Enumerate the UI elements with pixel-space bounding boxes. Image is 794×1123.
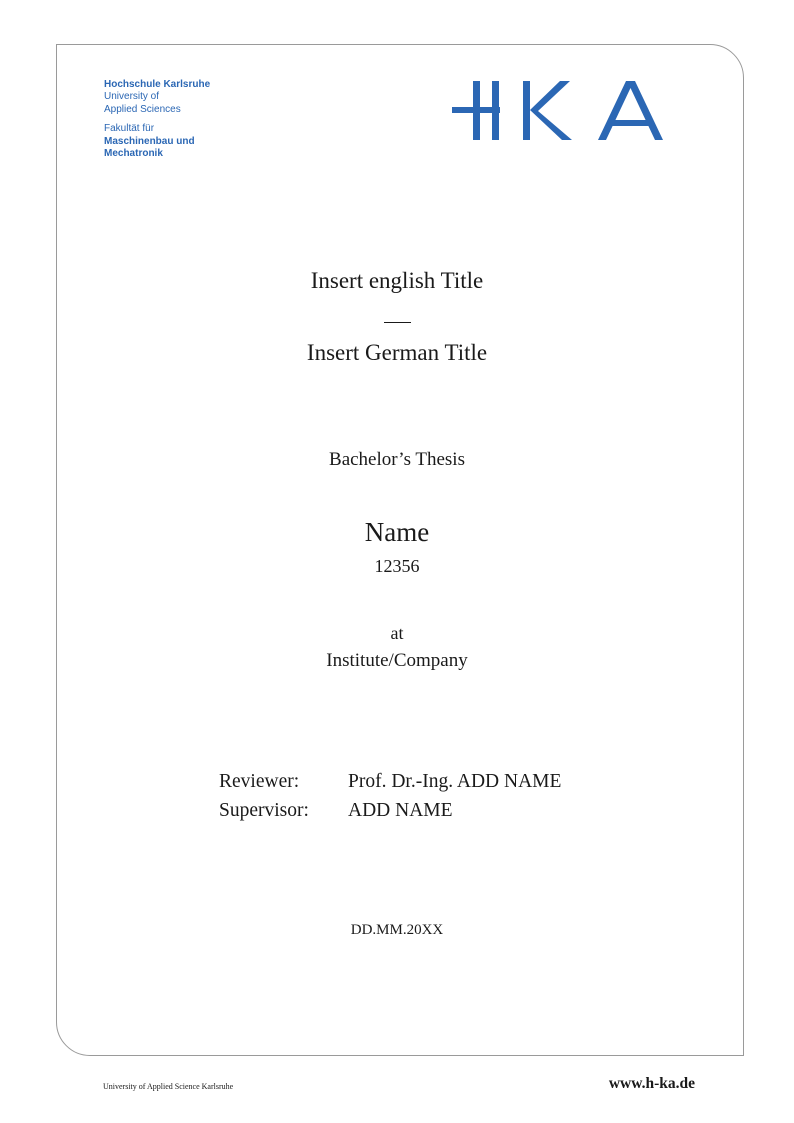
supervisor-row <box>219 800 453 822</box>
faculty-label: Fakultät für <box>104 123 155 135</box>
institution-name-en-line1: University of <box>104 91 160 103</box>
faculty-line1: Maschinenbau und <box>104 135 195 147</box>
institution-name-en-line2: Applied Sciences <box>104 103 181 115</box>
footer-university: University of Applied Science Karlsruhe <box>103 1082 234 1091</box>
institute-company: Institute/Company <box>326 650 468 671</box>
reviewer-name: Prof. Dr.-Ing. ADD NAME <box>348 771 562 792</box>
title-german: Insert German Title <box>306 340 488 365</box>
title-separator <box>384 322 411 323</box>
footer-website[interactable]: www.h-ka.de <box>608 1075 695 1092</box>
faculty-line2: Mechatronik <box>104 148 163 160</box>
submission-date: DD.MM.20XX <box>350 922 444 938</box>
supervisor-label: Supervisor: <box>219 800 309 821</box>
reviewer-label: Reviewer: <box>219 771 300 792</box>
page-frame <box>56 44 744 1056</box>
matriculation-number: 12356 <box>374 556 420 576</box>
reviewer-row <box>219 771 561 793</box>
institution-block <box>104 79 210 160</box>
thesis-type: Bachelor’s Thesis <box>329 449 465 470</box>
supervisor-name: ADD NAME <box>348 800 453 821</box>
institution-name: Hochschule Karlsruhe <box>104 79 211 90</box>
hka-logo <box>452 80 688 142</box>
title-english: Insert english Title <box>310 268 484 293</box>
author-name: Name <box>364 517 430 547</box>
at-label: at <box>390 623 404 643</box>
